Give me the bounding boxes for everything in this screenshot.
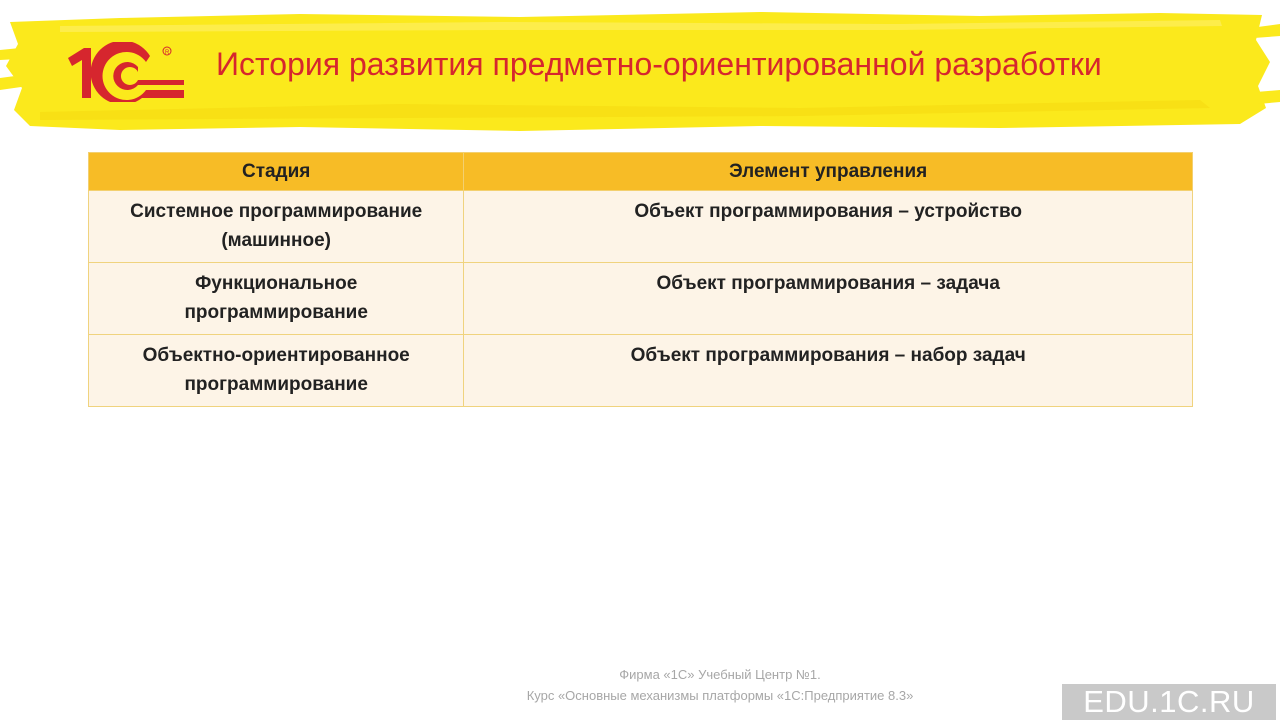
footer-line-course: Курс «Основные механизмы платформы «1С:Предприятие 8.3» bbox=[526, 688, 914, 703]
page-title: История развития предметно-ориентированной разработки bbox=[216, 46, 1102, 82]
stage-cell-line: Функциональное bbox=[195, 273, 358, 294]
stage-cell-line: Системное программирование bbox=[130, 201, 423, 222]
stage-cell-line: программирование bbox=[184, 374, 368, 395]
stages-table bbox=[88, 152, 1193, 407]
stage-cell bbox=[89, 191, 464, 263]
table-row bbox=[89, 335, 1193, 407]
column-header-control-element: Элемент управления bbox=[464, 153, 1193, 191]
element-cell: Объект программирования – устройство bbox=[464, 191, 1193, 263]
footer-line-company: Фирма «1С» Учебный Центр №1. bbox=[619, 667, 821, 682]
table-row bbox=[89, 263, 1193, 335]
stage-cell-line: программирование bbox=[184, 302, 368, 323]
element-cell: Объект программирования – набор задач bbox=[464, 335, 1193, 407]
element-cell: Объект программирования – задача bbox=[464, 263, 1193, 335]
svg-text:R: R bbox=[165, 50, 170, 56]
table-row bbox=[89, 191, 1193, 263]
table-header-row bbox=[89, 153, 1193, 191]
stage-cell-line: Объектно-ориентированное bbox=[142, 345, 410, 366]
column-header-stage: Стадия bbox=[89, 153, 464, 191]
footer bbox=[360, 664, 1080, 706]
stage-cell bbox=[89, 263, 464, 335]
1c-logo bbox=[64, 42, 188, 102]
stage-cell-line: (машинное) bbox=[221, 230, 332, 251]
site-watermark: EDU.1C.RU bbox=[1062, 684, 1276, 720]
stage-cell bbox=[89, 335, 464, 407]
